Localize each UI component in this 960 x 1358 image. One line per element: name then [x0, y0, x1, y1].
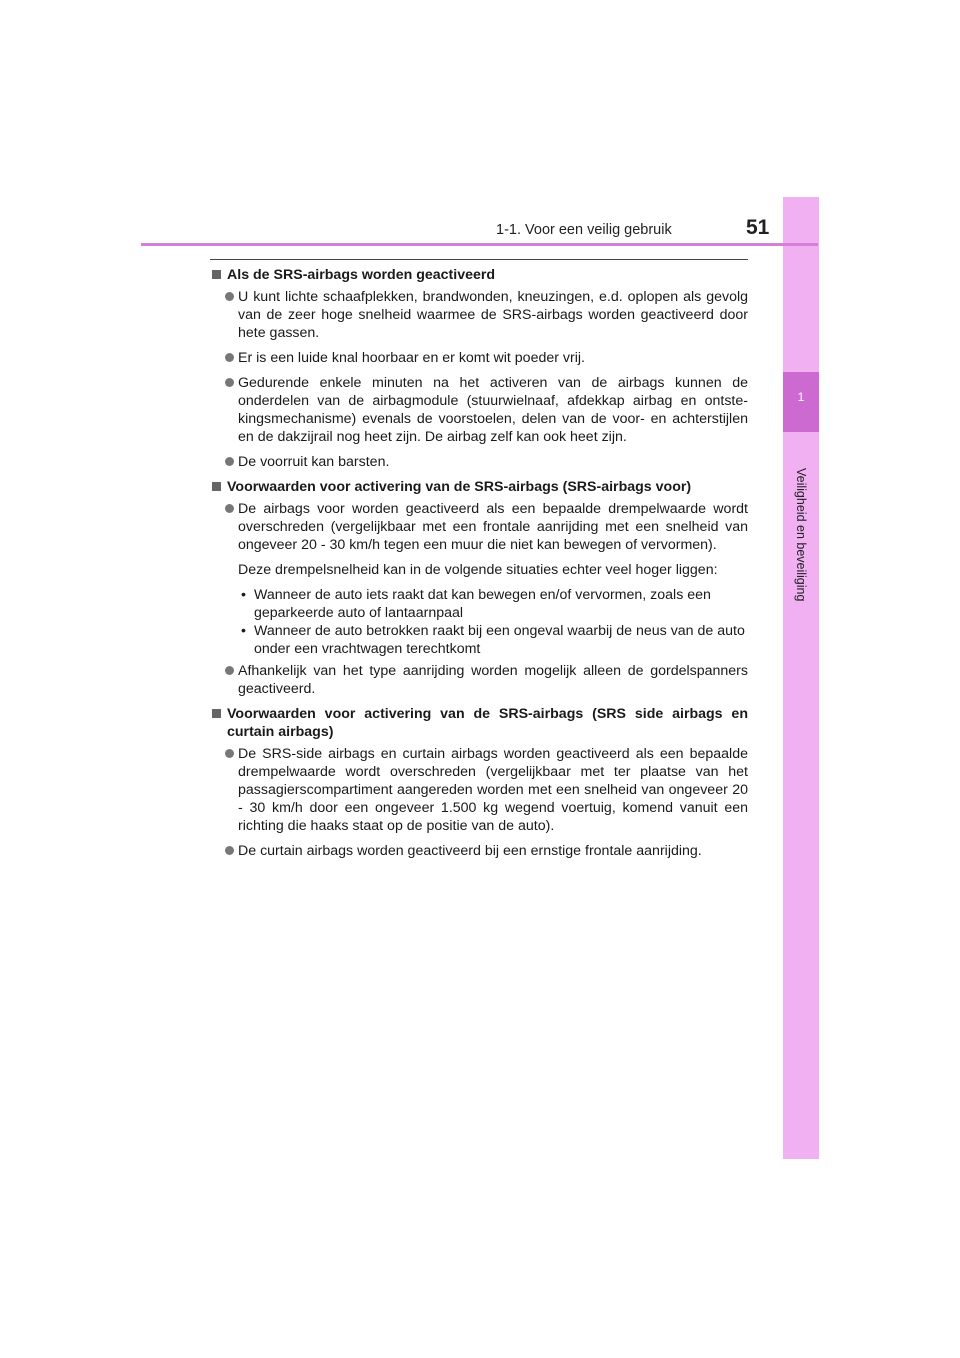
page-content	[212, 266, 748, 867]
square-bullet-icon	[212, 270, 221, 279]
circle-bullet-icon	[225, 457, 234, 466]
sub-list-item-text: Wanneer de auto betrokken raakt bij een ongeval waarbij de neus van de auto onder een vrachtwagen terechtkomt	[254, 623, 745, 657]
circle-bullet-icon	[225, 504, 234, 513]
sub-list-item-text: Wanneer de auto iets raakt dat kan bewegen en/of vervormen, zoals een geparkeerde auto of lantaarnpaal	[254, 587, 711, 621]
list-item-text: U kunt lichte schaafplekken, brandwonden, kneuzingen, e.d. oplopen als gevolg van de zeer hoge snelheid waarmee de SRS-airbags worden geactiveerd door hete gassen.	[238, 289, 748, 341]
section-header: 1-1. Voor een veilig gebruik	[496, 222, 672, 238]
list-item	[212, 500, 748, 554]
circle-bullet-icon	[225, 846, 234, 855]
list-item	[212, 374, 748, 446]
list-item-text: De airbags voor worden geactiveerd als een bepaalde drempelwaarde wordt overschreden (vergelijkbaar met een frontale aanrijding met een snelheid van ongeveer 20 - 30 km/h tegen een muur die niet kan bewegen of vervormen).	[238, 501, 748, 553]
section-heading	[212, 478, 748, 496]
dot-marker: •	[241, 623, 246, 639]
section-heading-text: Voorwaarden voor activering van de SRS-airbags (SRS-airbags voor)	[227, 479, 692, 495]
circle-bullet-icon	[225, 666, 234, 675]
page-number: 51	[746, 216, 770, 239]
list-item-text: De curtain airbags worden geactiveerd bij een ernstige frontale aanrijding.	[238, 843, 702, 859]
list-item-text: Er is een luide knal hoorbaar en er komt wit poeder vrij.	[238, 350, 585, 366]
circle-bullet-icon	[225, 292, 234, 301]
paragraph: Deze drempelsnelheid kan in de volgende situaties echter veel hoger liggen:	[238, 562, 718, 578]
content-divider	[210, 259, 748, 260]
section-heading-text: Als de SRS-airbags worden geactiveerd	[227, 267, 496, 283]
chapter-title: Veiligheid en beveiliging	[794, 468, 808, 602]
list-item-text: De SRS-side airbags en curtain airbags worden geactiveerd als een bepaalde drempelwaarde wordt overschreden (vergelijkbaar met ter plaatse van het passagierscompartiment aangereden worden met een snelheid van ongeveer 20 - 30 km/h door een ongeveer 1.500 kg wegend voertuig, komend vanuit een richting die haaks staat op de positie van de auto).	[238, 746, 748, 834]
sub-list-item	[212, 622, 748, 658]
circle-bullet-icon	[225, 749, 234, 758]
list-item-text: Afhankelijk van het type aanrijding worden mogelijk alleen de gordelspanners geactiveerd.	[238, 663, 748, 697]
square-bullet-icon	[212, 482, 221, 491]
list-item	[212, 349, 748, 367]
chapter-number: 1	[797, 390, 805, 404]
list-item	[212, 453, 748, 471]
sub-list-item	[212, 586, 748, 622]
section-heading	[212, 705, 748, 741]
list-item	[212, 745, 748, 835]
section-heading-text: Voorwaarden voor activering van de SRS-airbags (SRS side airbags en curtain airbags)	[227, 706, 748, 740]
section-heading	[212, 266, 748, 284]
list-item	[212, 288, 748, 342]
list-item	[212, 842, 748, 860]
list-item-text: De voorruit kan barsten.	[238, 454, 390, 470]
circle-bullet-icon	[225, 353, 234, 362]
header-divider	[141, 243, 818, 246]
list-item	[212, 662, 748, 698]
list-item-text: Gedurende enkele minuten na het activeren van de airbags kunnen de onderdelen van de airbagmodule (stuurwielnaaf, afdekkap airbag en ontstekingsmechanisme) evenals de voorstoelen, delen van de voor- en achterstijlen en de dakzijrail nog heet zijn. De airbag zelf kan ook heet zijn.	[238, 375, 748, 445]
square-bullet-icon	[212, 709, 221, 718]
chapter-side-tab	[783, 197, 819, 1159]
dot-marker: •	[241, 587, 246, 603]
sub-list	[212, 586, 748, 658]
circle-bullet-icon	[225, 378, 234, 387]
